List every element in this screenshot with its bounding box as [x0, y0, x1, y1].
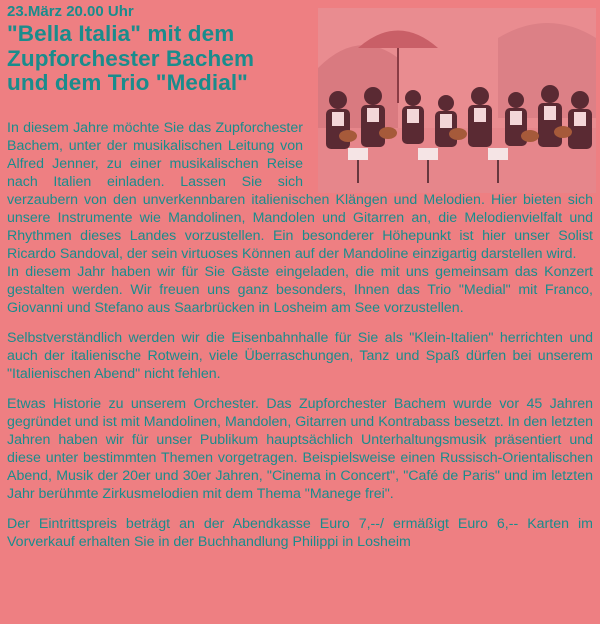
header-block — [7, 3, 312, 96]
paragraph-guests: In diesem Jahr haben wir für Sie Gäste eingeladen, die mit uns gemeinsam das Konzert gestalten werden. Wir freuen uns ganz besonders, Ihnen das Trio "Medial" mit Franco, Giovanni und Stefano aus Saarbrücken in Losheim am See vorzustellen. — [7, 264, 593, 316]
title-line-1: "Bella Italia" mit dem — [7, 21, 235, 46]
title-line-2: Zupforchester Bachem — [7, 45, 255, 71]
paragraph-tickets: Der Eintrittspreis beträgt an der Abendkasse Euro 7,--/ ermäßigt Euro 6,-- Karten im Vorverkauf erhalten Sie in der Buchhandlung Philippi in Losheim — [7, 516, 593, 550]
photo-wrap-spacer — [303, 119, 593, 189]
title-line-3: und dem Trio "Medial" — [7, 70, 248, 95]
paragraph-intro: In diesem Jahre möchte Sie das Zupforchester Bachem, unter der musikalischen Leitung von Alfred Jenner, zu einer musikalischen Reise nach Italien einladen. Lassen Sie sich verzaubern von den unverkennbaren italienischen Klängen und Melodien. Hier bieten sich unsere Instrumente wie Mandolinen, Mandolen und Gitarren an, die Melodienvielfalt und Rhythmen dieses Landes vorzustellen. Ein besonderer Höhepunkt ist hier unser Solist Ricardo Sandoval, der sein virtuoses Können auf der Mandoline einzigartig darstellen wird. — [7, 120, 593, 262]
article-body — [7, 119, 593, 551]
paragraph-venue: Selbstverständlich werden wir die Eisenbahnhalle für Sie als "Klein-Italien" herrichten und auch der italienische Rotwein, viele Überraschungen, Tanz und Spaß dürfen bei unserem "Italienischen Abend" nicht fehlen. — [7, 330, 593, 382]
event-date: 23.März 20.00 Uhr — [7, 3, 134, 20]
paragraph-history: Etwas Historie zu unserem Orchester. Das Zupforchester Bachem wurde vor 45 Jahren gegründet und ist mit Mandolinen, Mandolen, Gitarren und Kontrabass besetzt. In den letzten Jahren haben wir für unser Publikum hauptsächlich Unterhaltungsmusik präsentiert und diese unter bestimmten Themen vorgetragen. Beispielsweise einen Russisch-Orientalischen Abend, Musik der 20er und 30er Jahren, "Cinema in Concert", "Café de Paris" und im letzten Jahr berühmte Zirkusmelodien mit dem Thema "Manege frei". — [7, 396, 593, 502]
event-title — [7, 22, 312, 96]
